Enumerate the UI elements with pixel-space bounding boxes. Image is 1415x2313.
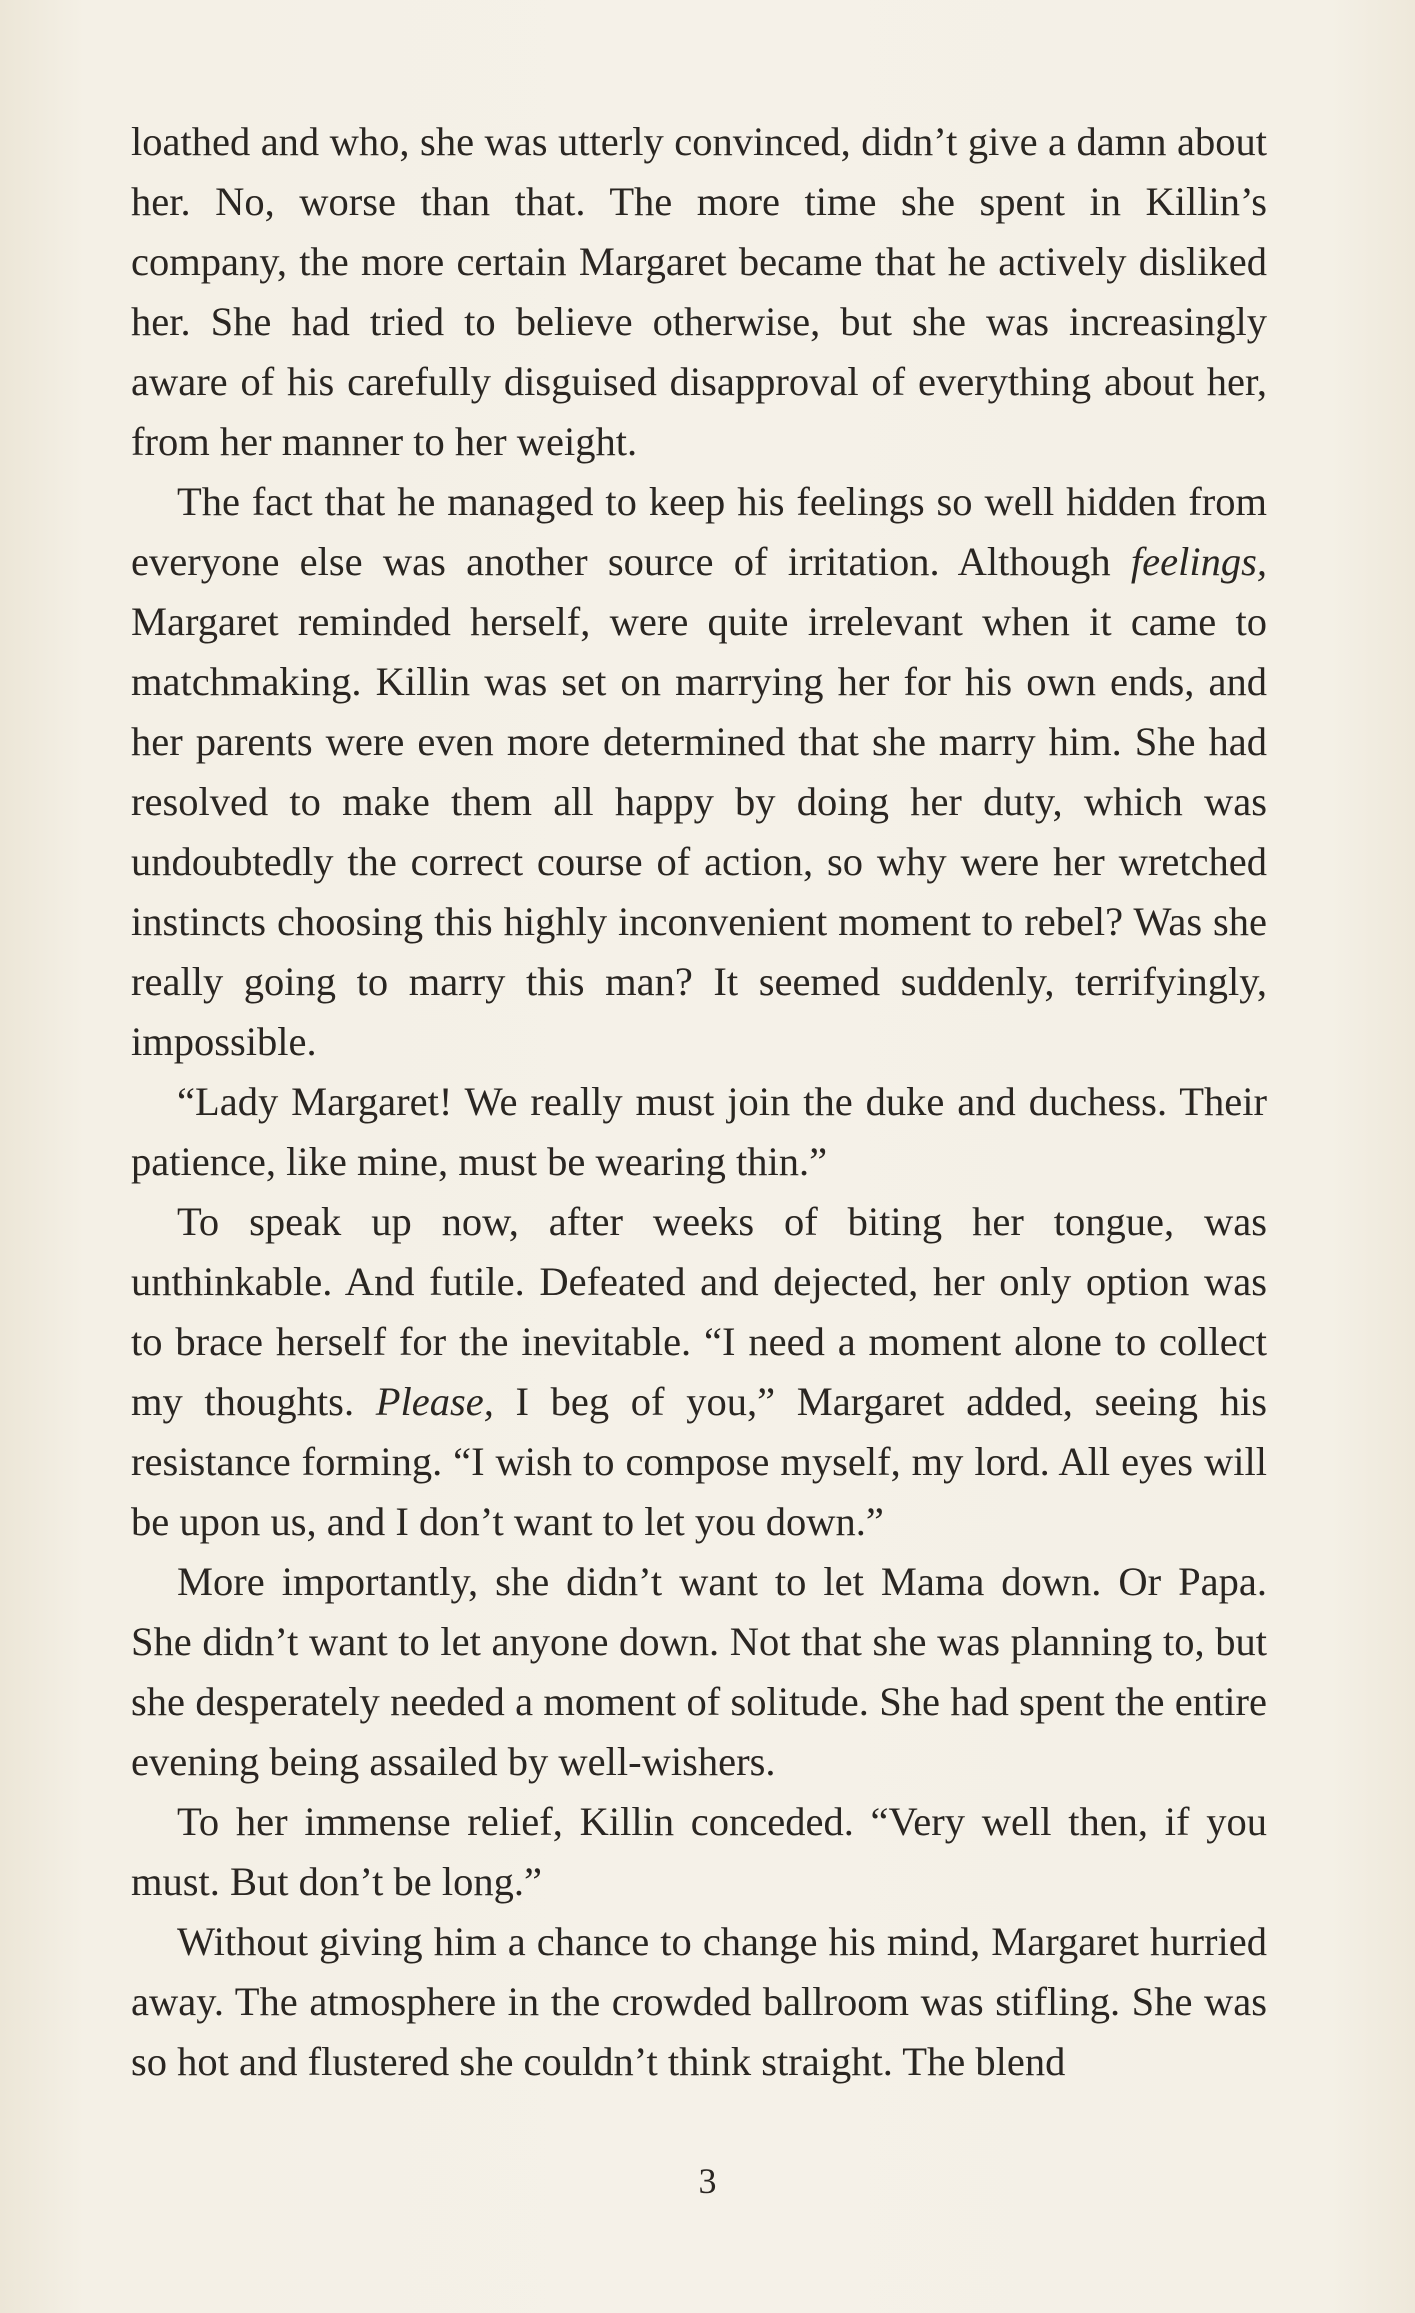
paragraph-3: “Lady Margaret! We really must join the duke and duchess. Their patience, like mine, must be wearing thin.” (131, 1079, 1267, 1184)
italic-please: Please, (375, 1379, 494, 1424)
italic-feelings: feelings, (1130, 539, 1267, 584)
paragraph-2: The fact that he managed to keep his feelings so well hidden from everyone else was another source of irritation. Although feelings, Margaret reminded herself, were quite irrelevant when it came to matchmaking. Killin was set on marrying her for his own ends, and her parents were even more determined that she marry him. She had resolved to make them all happy by doing her duty, which was undoubtedly the correct course of action, so why were her wretched instincts choosing this highly inconvenient moment to rebel? Was she really going to marry this man? It seemed suddenly, terrifyingly, impossible. (131, 479, 1267, 1064)
paragraph-7: Without giving him a chance to change his mind, Margaret hurried away. The atmosphere in the crowded ballroom was stifling. She was so hot and flustered she couldn’t think straight. The blend (131, 1919, 1267, 2084)
paragraph-4: To speak up now, after weeks of biting her tongue, was unthinkable. And futile. Defeated and dejected, her only option was to brace herself for the inevitable. “I need a moment alone to collect my thoughts. Please, I beg of you,” Margaret added, seeing his resistance forming. “I wish to compose myself, my lord. All eyes will be upon us, and I don’t want to let you down.” (131, 1199, 1267, 1544)
page-number: 3 (698, 2161, 717, 2201)
body-text (131, 112, 1267, 2092)
paragraph-5: More importantly, she didn’t want to let Mama down. Or Papa. She didn’t want to let anyone down. Not that she was planning to, but she desperately needed a moment of solitude. She had spent the entire evening being assailed by well-wishers. (131, 1559, 1267, 1784)
paragraph-1: loathed and who, she was utterly convinced, didn’t give a damn about her. No, worse than that. The more time she spent in Killin’s company, the more certain Margaret became that he actively disliked her. She had tried to believe otherwise, but she was increasingly aware of his carefully disguised disapproval of everything about her, from her manner to her weight. (131, 119, 1267, 464)
paragraph-6: To her immense relief, Killin conceded. “Very well then, if you must. But don’t be long.” (131, 1799, 1267, 1904)
